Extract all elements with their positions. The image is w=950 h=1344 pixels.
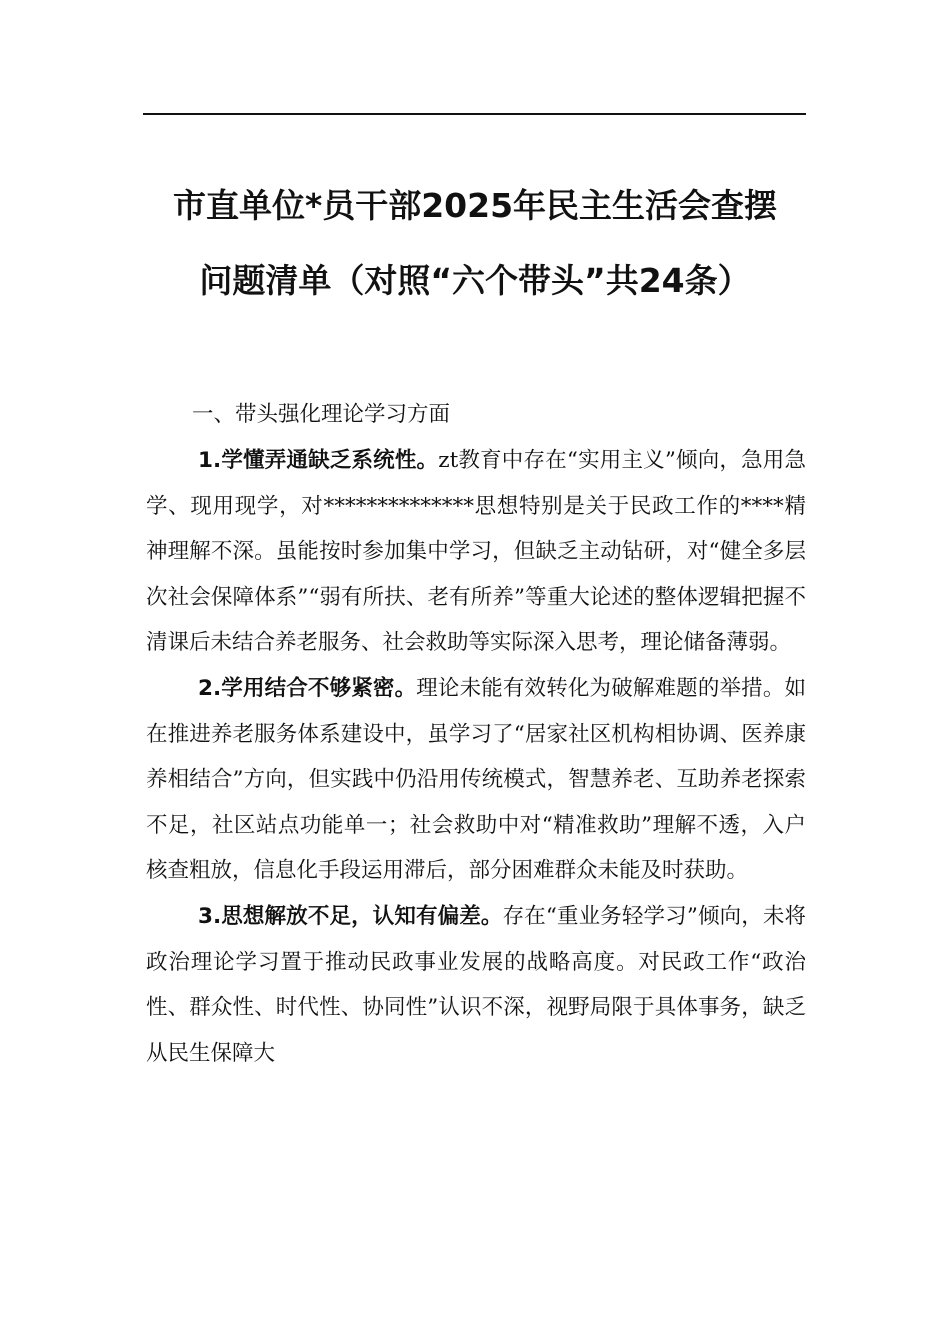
document-body (146, 392, 806, 1076)
item-2-body: 理论未能有效转化为破解难题的举措。如在推进养老服务体系建设中，虽学习了“居家社区机构相协调、医养康养相结合”方向，但实践中仍沿用传统模式，智慧养老、互助养老探索不足，社区站点功能单一；社会救助中对“精准救助”理解不透，入户核查粗放，信息化手段运用滞后，部分困难群众未能及时获助。 (146, 675, 806, 884)
section-heading: 一、带头强化理论学习方面 (192, 402, 451, 427)
top-rule (143, 113, 806, 115)
item-3-body: 存在“重业务轻学习”倾向，未将政治理论学习置于推动民政事业发展的战略高度。对民政工作“政治性、群众性、时代性、协同性”认识不深，视野局限于具体事务，缺乏从民生保障大 (146, 903, 807, 1066)
title-line-1: 市直单位*员干部2025年民主生活会查摆 (172, 186, 778, 225)
paragraph-item-3 (146, 894, 806, 1076)
title-line-2: 问题清单（对照“六个带头”共24条） (199, 261, 751, 300)
paragraph-item-2 (146, 666, 806, 894)
item-1-lead: 1.学懂弄通缺乏系统性。 (198, 448, 439, 473)
item-1-body: zt教育中存在“实用主义”倾向，急用急学、现用现学，对**************思想特别是关于民政工作的****精神理解不深。虽能按时参加集中学习，但缺乏主动钻研，对“健全多层次社会保障体系”“弱有所扶、老有所养”等重大论述的整体逻辑把握不清课后未结合养老服务、社会救助等实际深入思考，理论储备薄弱。 (146, 448, 806, 656)
item-3-lead: 3.思想解放不足，认知有偏差。 (198, 903, 503, 929)
paragraph-item-1 (146, 438, 806, 666)
item-2-lead: 2.学用结合不够紧密。 (198, 675, 417, 701)
document-title (120, 168, 830, 318)
